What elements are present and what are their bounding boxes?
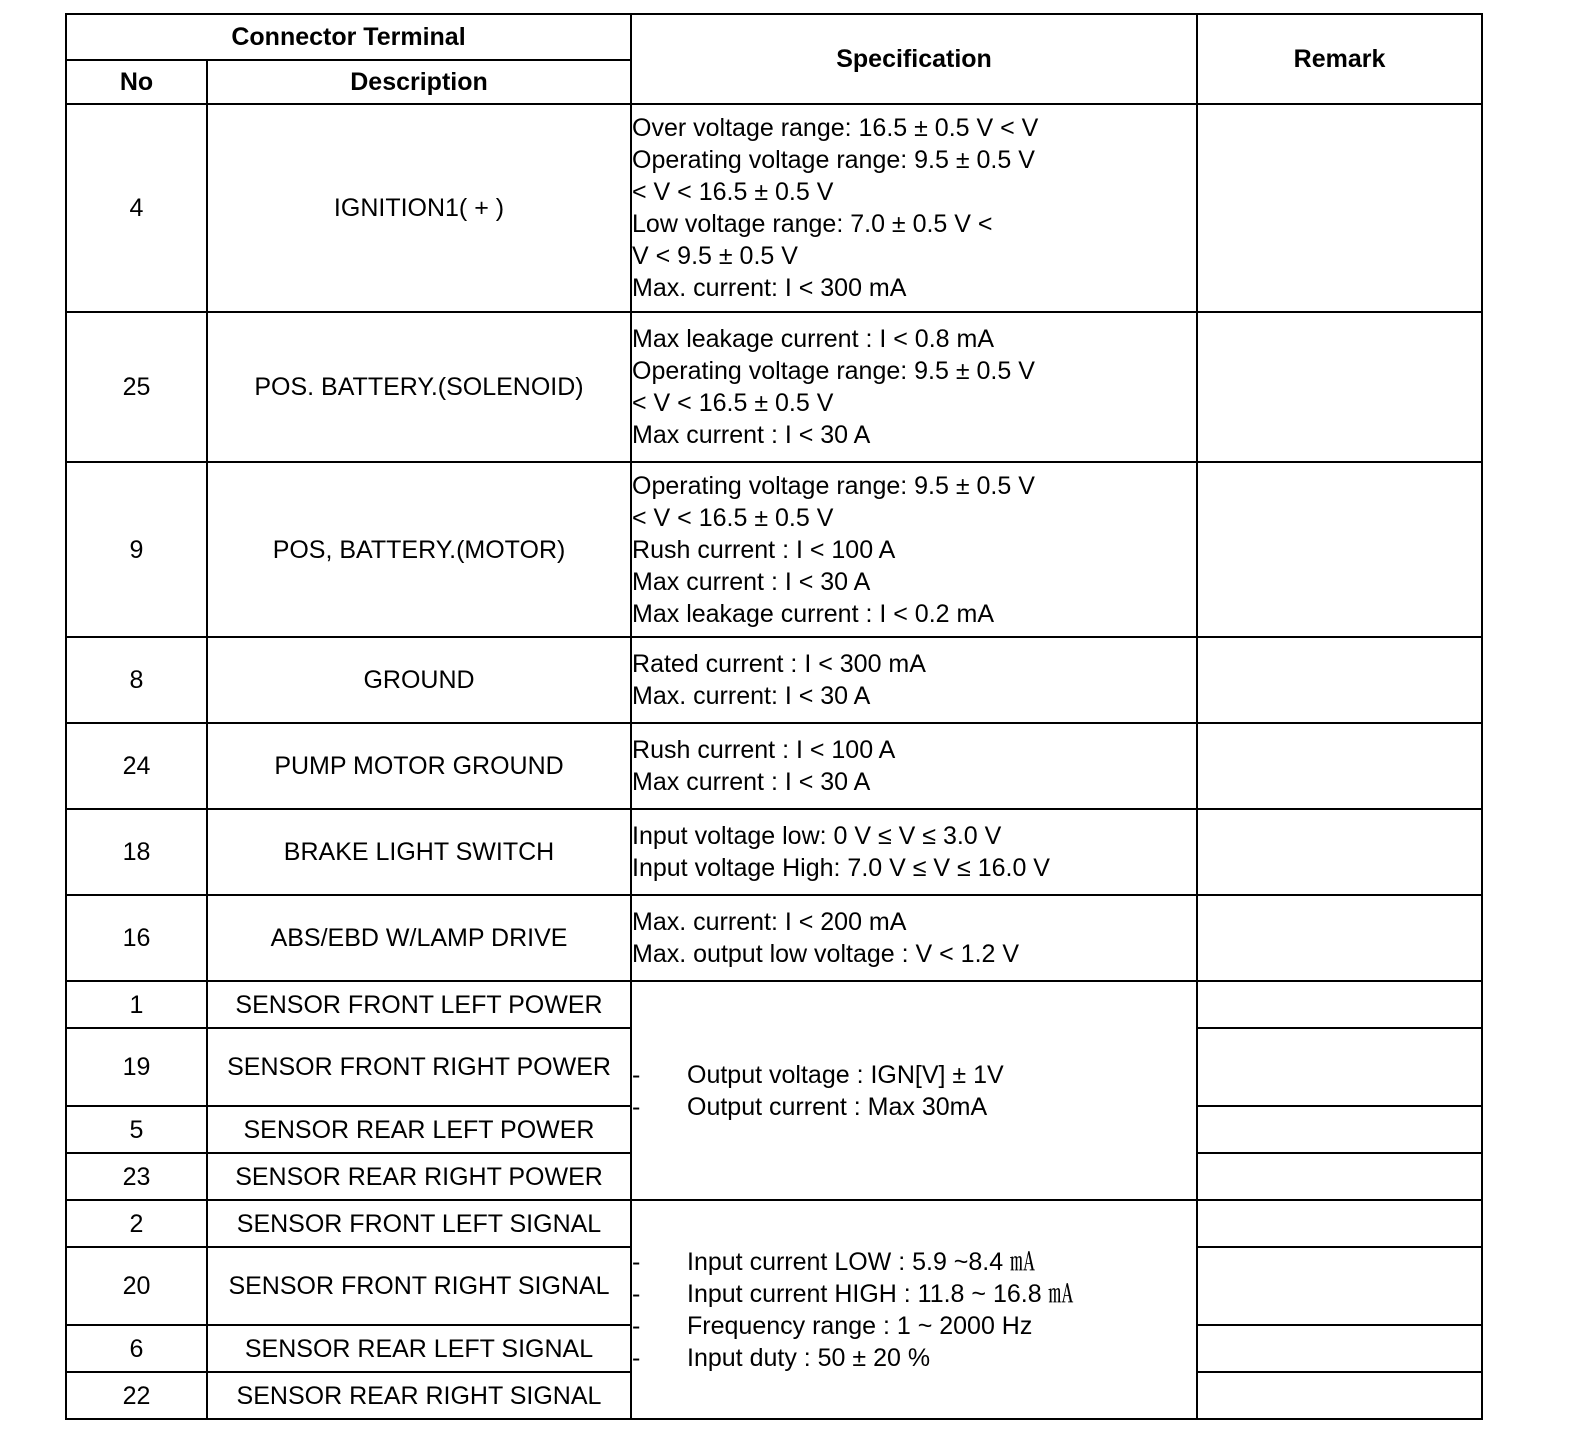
spec-line [632, 1091, 1196, 1123]
remark-cell [1197, 895, 1482, 981]
terminal-no: 25 [66, 312, 207, 462]
spec-line: Rush current : I < 100 A [632, 736, 896, 764]
table-row [66, 462, 1482, 637]
spec-line: Max. output low voltage : V < 1.2 V [632, 940, 1020, 968]
remark-cell [1197, 1106, 1482, 1153]
signal-specification-cell [631, 1200, 1197, 1419]
spec-line: < V < 16.5 ± 0.5 V [632, 178, 834, 206]
remark-cell [1197, 1372, 1482, 1419]
table-row [66, 981, 1482, 1028]
terminal-no: 20 [66, 1247, 207, 1325]
remark-cell [1197, 809, 1482, 895]
remark-cell [1197, 1028, 1482, 1106]
table-row [66, 723, 1482, 809]
spec-line: Rush current : I < 100 A [632, 535, 896, 564]
remark-cell [1197, 312, 1482, 462]
table-row [66, 637, 1482, 723]
terminal-no: 6 [66, 1325, 207, 1372]
spec-line: Max. current: I < 200 mA [632, 908, 907, 936]
spec-text: Input current LOW : 5.9 ~8.4 ㎃ [687, 1247, 1036, 1276]
spec-line [632, 1310, 1196, 1342]
spec-line: Max current : I < 30 A [632, 768, 871, 796]
table-row [66, 809, 1482, 895]
spec-line: Rated current : I < 300 mA [632, 650, 926, 678]
spec-line: Input voltage low: 0 V ≤ V ≤ 3.0 V [632, 822, 1002, 850]
terminal-no: 9 [66, 462, 207, 637]
terminal-description: SENSOR FRONT RIGHT SIGNAL [207, 1247, 631, 1325]
table-row [66, 895, 1482, 981]
terminal-description: SENSOR REAR RIGHT POWER [207, 1153, 631, 1200]
spec-line [632, 1246, 1196, 1278]
spec-line: Max current : I < 30 A [632, 421, 871, 449]
terminal-description: SENSOR REAR LEFT POWER [207, 1106, 631, 1153]
remark-cell [1197, 462, 1482, 637]
remark-cell [1197, 1325, 1482, 1372]
specification-cell [631, 104, 1197, 312]
terminal-no: 18 [66, 809, 207, 895]
specification-cell [631, 637, 1197, 723]
spec-line: Input voltage High: 7.0 V ≤ V ≤ 16.0 V [632, 854, 1050, 882]
terminal-no: 1 [66, 981, 207, 1028]
terminal-no: 22 [66, 1372, 207, 1419]
table-row [66, 1200, 1482, 1247]
specification-cell [631, 723, 1197, 809]
terminal-no: 19 [66, 1028, 207, 1106]
terminal-no: 8 [66, 637, 207, 723]
terminal-description: SENSOR FRONT LEFT SIGNAL [207, 1200, 631, 1247]
spec-line [632, 1278, 1196, 1310]
terminal-no: 2 [66, 1200, 207, 1247]
spec-line: Max leakage current : I < 0.2 mA [632, 599, 994, 628]
spec-text: Input duty : 50 ± 20 % [687, 1343, 931, 1372]
terminal-description: SENSOR FRONT RIGHT POWER [207, 1028, 631, 1106]
bullet-dash: - [632, 1092, 641, 1121]
power-specification-cell [631, 981, 1197, 1200]
specification-cell [631, 312, 1197, 462]
header-no: No [66, 60, 207, 104]
spec-line: Operating voltage range: 9.5 ± 0.5 V [632, 357, 1035, 385]
spec-line: Operating voltage range: 9.5 ± 0.5 V [632, 146, 1035, 174]
terminal-description: ABS/EBD W/LAMP DRIVE [207, 895, 631, 981]
terminal-description: SENSOR REAR RIGHT SIGNAL [207, 1372, 631, 1419]
header-description: Description [207, 60, 631, 104]
spec-text: Output current : Max 30mA [687, 1092, 988, 1121]
terminal-description: PUMP MOTOR GROUND [207, 723, 631, 809]
spec-line: < V < 16.5 ± 0.5 V [632, 503, 834, 532]
specification-cell [631, 809, 1197, 895]
remark-cell [1197, 1247, 1482, 1325]
specification-cell [631, 895, 1197, 981]
spec-line [632, 1059, 1196, 1091]
remark-cell [1197, 1200, 1482, 1247]
spec-line: Max. current: I < 300 mA [632, 274, 907, 302]
spec-line: V < 9.5 ± 0.5 V [632, 242, 798, 270]
terminal-description: GROUND [207, 637, 631, 723]
terminal-description: POS, BATTERY.(MOTOR) [207, 462, 631, 637]
header-connector-terminal: Connector Terminal [66, 14, 631, 60]
terminal-description: SENSOR FRONT LEFT POWER [207, 981, 631, 1028]
terminal-no: 24 [66, 723, 207, 809]
terminal-no: 16 [66, 895, 207, 981]
connector-spec-table [65, 13, 1483, 1420]
terminal-description: SENSOR REAR LEFT SIGNAL [207, 1325, 631, 1372]
terminal-no: 23 [66, 1153, 207, 1200]
spec-line [632, 1342, 1196, 1374]
spec-line: Over voltage range: 16.5 ± 0.5 V < V [632, 114, 1039, 142]
spec-line: Max current : I < 30 A [632, 567, 871, 596]
terminal-no: 5 [66, 1106, 207, 1153]
terminal-description: IGNITION1( + ) [207, 104, 631, 312]
bullet-dash: - [632, 1343, 641, 1372]
header-remark: Remark [1197, 14, 1482, 104]
terminal-description: BRAKE LIGHT SWITCH [207, 809, 631, 895]
remark-cell [1197, 104, 1482, 312]
bullet-dash: - [632, 1279, 641, 1308]
bullet-dash: - [632, 1247, 641, 1276]
spec-line: Low voltage range: 7.0 ± 0.5 V < [632, 210, 993, 238]
spec-text: Frequency range : 1 ~ 2000 Hz [687, 1311, 1033, 1340]
spec-line: Operating voltage range: 9.5 ± 0.5 V [632, 471, 1035, 500]
remark-cell [1197, 723, 1482, 809]
bullet-dash: - [632, 1060, 641, 1089]
spec-text: Input current HIGH : 11.8 ~ 16.8 ㎃ [687, 1279, 1074, 1308]
spec-line: < V < 16.5 ± 0.5 V [632, 389, 834, 417]
spec-line: Max leakage current : I < 0.8 mA [632, 325, 994, 353]
table-row [66, 104, 1482, 312]
table-row [66, 312, 1482, 462]
header-specification: Specification [631, 14, 1197, 104]
spec-text: Output voltage : IGN[V] ± 1V [687, 1060, 1004, 1089]
remark-cell [1197, 637, 1482, 723]
terminal-description: POS. BATTERY.(SOLENOID) [207, 312, 631, 462]
terminal-no: 4 [66, 104, 207, 312]
remark-cell [1197, 1153, 1482, 1200]
bullet-dash: - [632, 1311, 641, 1340]
remark-cell [1197, 981, 1482, 1028]
spec-line: Max. current: I < 30 A [632, 682, 871, 710]
specification-cell [631, 462, 1197, 637]
